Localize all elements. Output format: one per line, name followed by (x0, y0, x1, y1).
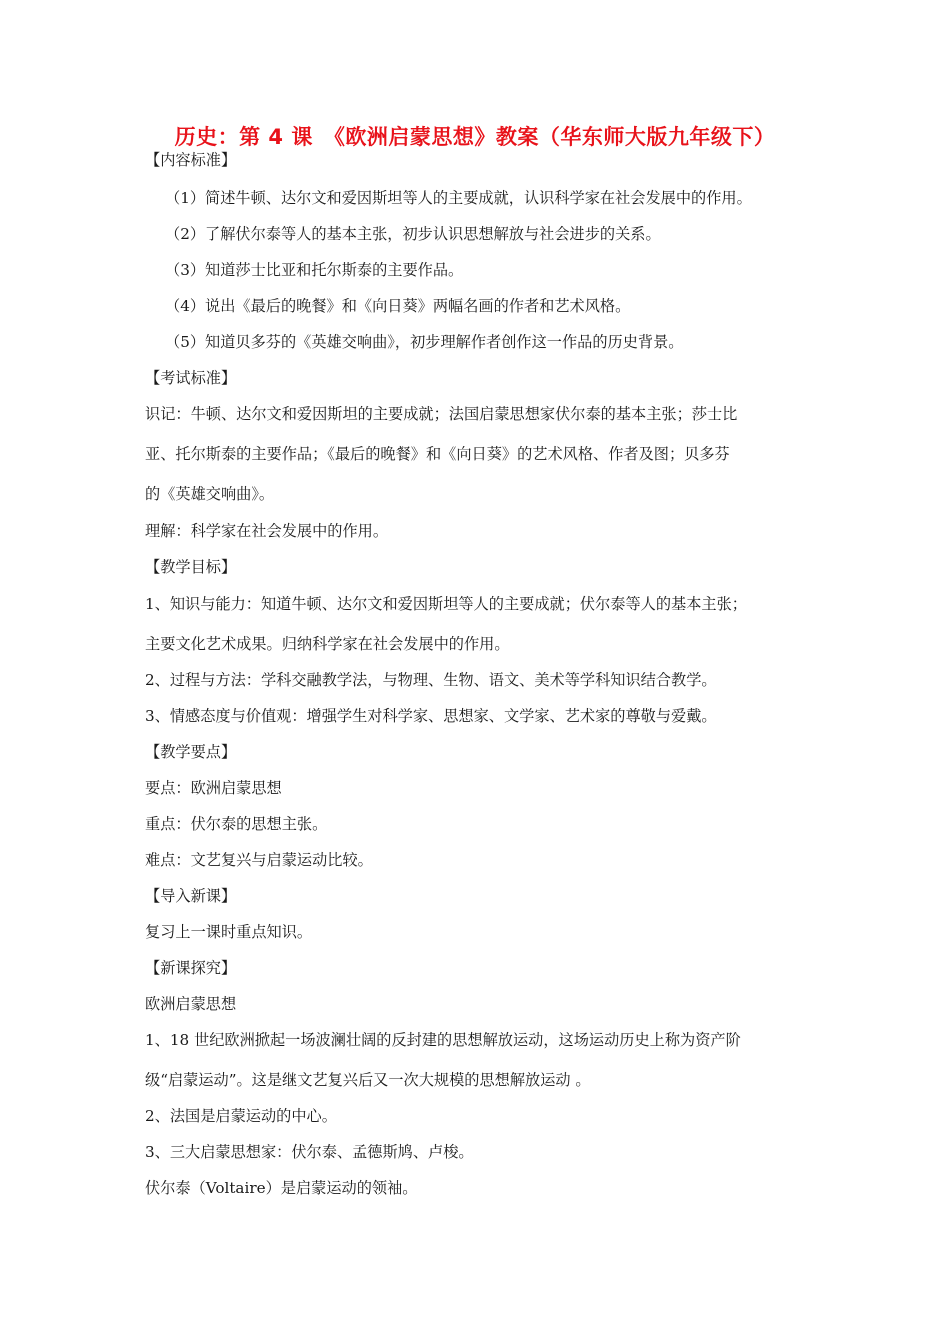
teaching-goal-line: 1、知识与能力：知道牛顿、达尔文和爱因斯坦等人的主要成就；伏尔泰等人的基本主张； (145, 595, 747, 613)
intro-line: 复习上一课时重点知识。 (145, 923, 313, 941)
new-lesson-line: 1、18 世纪欧洲掀起一场波澜壮阔的反封建的思想解放运动，这场运动历史上称为资产阶 (145, 1031, 741, 1049)
new-lesson-line: 级“启蒙运动”。这是继文艺复兴后又一次大规模的思想解放运动 。 (145, 1071, 591, 1089)
exam-standard-line: 识记：牛顿、达尔文和爱因斯坦的主要成就；法国启蒙思想家伏尔泰的基本主张；莎士比 (145, 405, 738, 423)
section-heading-new-lesson: 【新课探究】 (145, 959, 237, 977)
section-heading-key-points: 【教学要点】 (145, 743, 237, 761)
teaching-goal-line: 3、情感态度与价值观：增强学生对科学家、思想家、文学家、艺术家的尊敬与爱戴。 (145, 707, 717, 725)
exam-standard-line: 的《英雄交响曲》。 (145, 485, 275, 503)
content-standard-item: （1）简述牛顿、达尔文和爱因斯坦等人的主要成就，认识科学家在社会发展中的作用。 (165, 189, 752, 207)
section-heading-intro: 【导入新课】 (145, 887, 237, 905)
key-point-line: 重点：伏尔泰的思想主张。 (145, 815, 328, 833)
content-standard-item: （4）说出《最后的晚餐》和《向日葵》两幅名画的作者和艺术风格。 (165, 297, 631, 315)
new-lesson-line: 伏尔泰（Voltaire）是启蒙运动的领袖。 (145, 1179, 418, 1197)
key-point-line: 要点：欧洲启蒙思想 (145, 779, 282, 797)
document-title: 历史：第 4 课 《欧洲启蒙思想》教案（华东师大版九年级下） (174, 125, 776, 149)
section-heading-content-standard: 【内容标准】 (145, 151, 237, 169)
section-heading-exam-standard: 【考试标准】 (145, 369, 237, 387)
teaching-goal-line: 2、过程与方法：学科交融教学法，与物理、生物、语文、美术等学科知识结合教学。 (145, 671, 717, 689)
exam-standard-line: 亚、托尔斯泰的主要作品；《最后的晚餐》和《向日葵》的艺术风格、作者及图；贝多芬 (145, 445, 730, 463)
new-lesson-line: 3、三大启蒙思想家：伏尔泰、孟德斯鸠、卢梭。 (145, 1143, 474, 1161)
new-lesson-line: 欧洲启蒙思想 (145, 995, 237, 1013)
content-standard-item: （5）知道贝多芬的《英雄交响曲》，初步理解作者创作这一作品的历史背景。 (165, 333, 684, 351)
section-heading-teaching-goals: 【教学目标】 (145, 558, 237, 576)
content-standard-item: （3）知道莎士比亚和托尔斯泰的主要作品。 (165, 261, 464, 279)
new-lesson-line: 2、法国是启蒙运动的中心。 (145, 1107, 337, 1125)
key-point-line: 难点：文艺复兴与启蒙运动比较。 (145, 851, 373, 869)
exam-standard-line: 理解：科学家在社会发展中的作用。 (145, 522, 388, 540)
content-standard-item: （2）了解伏尔泰等人的基本主张，初步认识思想解放与社会进步的关系。 (165, 225, 661, 243)
teaching-goal-line: 主要文化艺术成果。归纳科学家在社会发展中的作用。 (145, 635, 510, 653)
